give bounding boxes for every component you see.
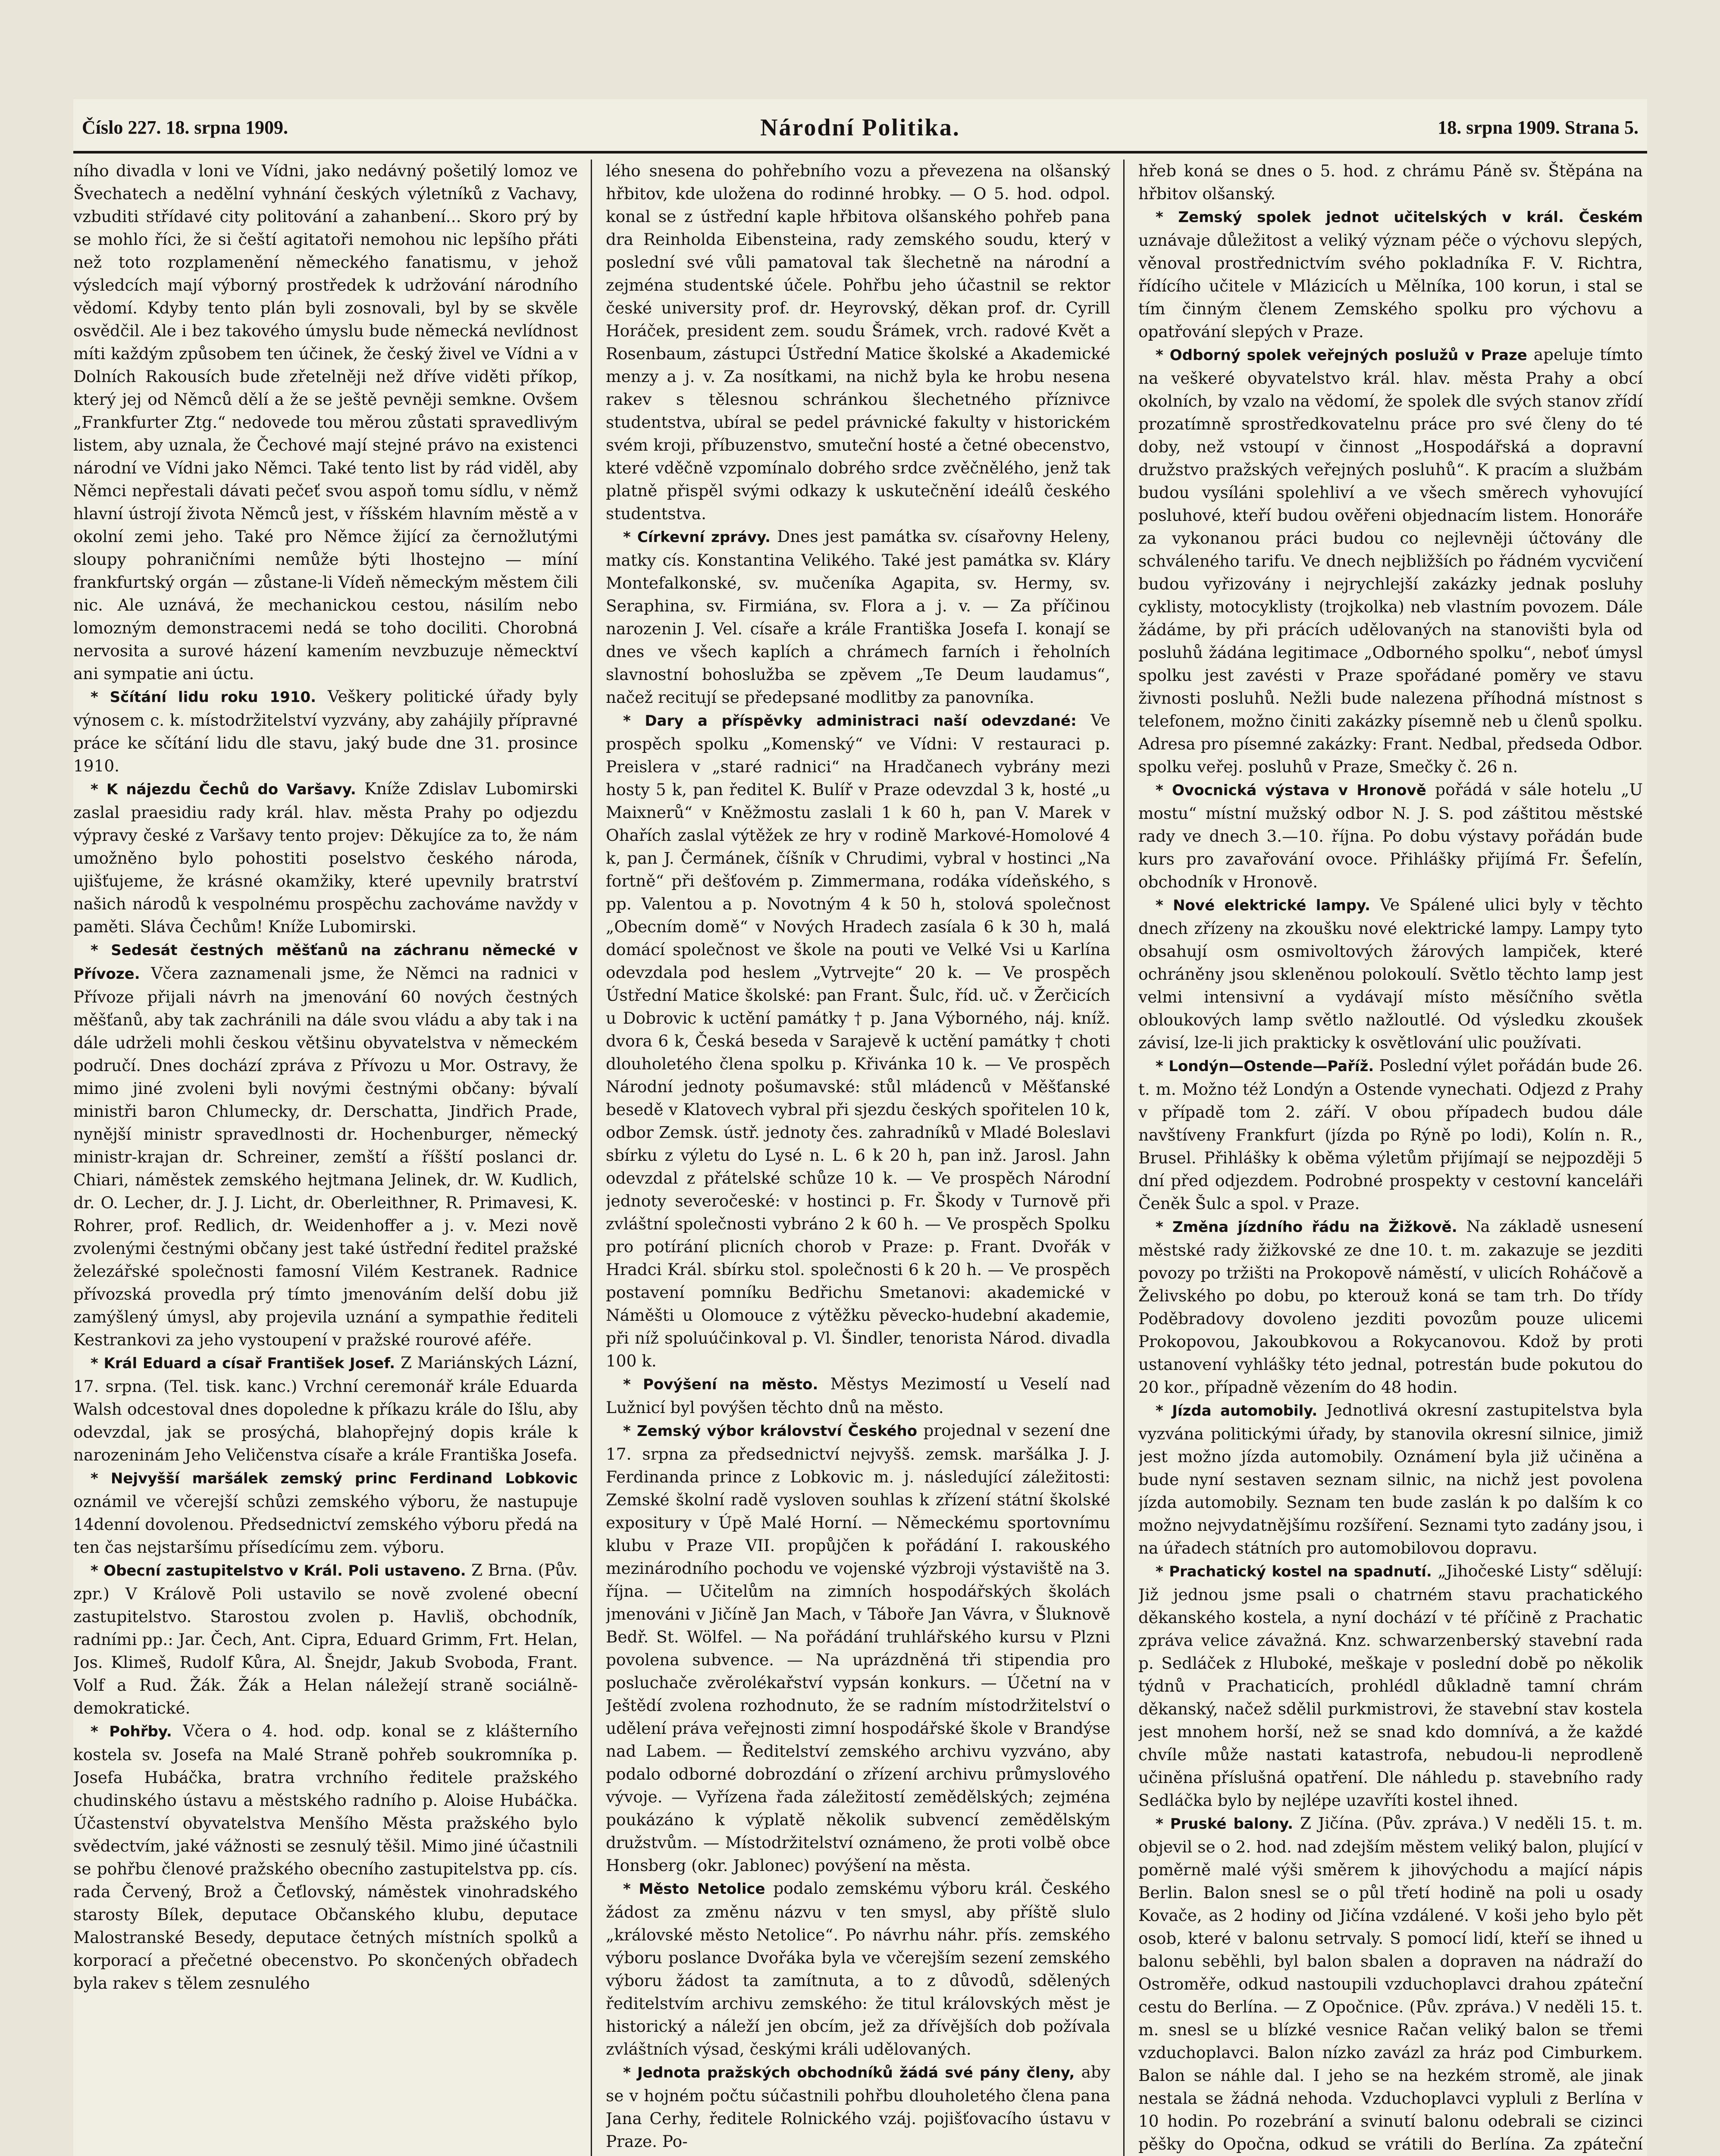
article-heading: * Londýn—Ostende—Paříž. bbox=[1156, 1058, 1374, 1075]
article bbox=[73, 1351, 578, 1467]
page-date-number: 18. srpna 1909. Strana 5. bbox=[1438, 117, 1639, 138]
article-body: uznávaje důležitost a veliký význam péče o výchovu slepých, věnoval prostřednictvím svého pokladníka F. V. Richtra, řídícího učitele v Mlázicích u Mělníka, 100 korun, i stal se tím činným členem Zemského spolku pro výchovu a opatřování slepých v Praze. bbox=[1138, 231, 1643, 341]
article-body: lého snesena do pohřebního vozu a převezena na olšanský hřbitov, kde uložena do rodinné hrobky. — O 5. hod. odpol. konal se z ústřední kaple hřbitova olšanského pohřeb pana dra Reinholda Eibensteina, rady zemského soudu, který v poslední své vůli pamatoval tak šlechetně na národní a zejména studentské účele. Pohřbu jeho účastnil se rektor české university prof. dr. Heyrovský, děkan prof. dr. Cyrill Horáček, president zem. soudu Šrámek, vrch. radové Květ a Rosenbaum, zástupci Ústřední Matice školské a Akademické menzy a j. v. Za nosítkami, na nichž byla ke hrobu nesena rakev s tělesnou schránkou šlechetného příznivce studentstva, ubíral se pedel právnické fakulty v historickém svém kroji, příbuzenstvo, smuteční hosté a četné obecenstvo, které vděčně vzpomínalo dobrého srdce zvěčnělého, jenž tak platně přispěl svými odkazy k uskutečnění ideálů českého studentstva. bbox=[606, 161, 1110, 523]
article-body: Městys Mezimostí u Veselí nad Lužnicí byl povýšen těchto dnů na město. bbox=[606, 1374, 1110, 1417]
article-heading: * Změna jízdního řádu na Žižkově. bbox=[1156, 1219, 1457, 1236]
article bbox=[73, 685, 578, 777]
header-rule bbox=[73, 151, 1647, 154]
text-column-2 bbox=[606, 160, 1110, 2156]
article-heading: * Pruské balony. bbox=[1156, 1815, 1294, 1833]
text-column-1 bbox=[73, 160, 578, 2156]
article-body: Ve Spálené ulici byly v těchto dnech zřízeny na zkoušku nové elektrické lampy. Lampy tyto obsahují osm osmivoltových žárových lampiček, které ochráněny jsou skleněnou polokoulí. Světlo těchto lamp jest velmi intensivní a vydávají místo měsíčního světla obloukových lamp světlo nažloutlé. Od výsledku zkoušek závisí, lze-li jich prakticky k osvětlování ulic používati. bbox=[1138, 895, 1643, 1052]
column-rule bbox=[591, 160, 592, 2156]
article-body: aby se v hojném počtu súčastnili pohřbu dlouholetého člena pana Jana Cerhy, ředitele Rolnického vzáj. pojišťovacího ústavu v Praze. Po- bbox=[606, 2062, 1110, 2151]
article-body: ního divadla v loni ve Vídni, jako nedávný pošetilý lomoz ve Švechatech a nedělní vyhnání českých výletníků z Vachavy, vzbuditi střídavé city politování a zahanbení... Skoro prý by se mohlo říci, že si čeští agitatoři nemohou nic lepšího přáti než toto rozplamenění německého fanatismu, v jehož výsledcích mají výborný prostředek k udržování národního vědomí. Kdyby tento plán byli zosnovali, byl by se skvěle osvědčil. Ale i bez takového úmyslu bude německá nevlídnost míti každým způsobem ten účinek, že český živel ve Vídni a v Dolních Rakousích bude zřetelněji než dříve viděti příkop, který jej od Němců dělí a že se ještě pevněji semkne. Ovšem „Frankfurter Ztg.“ nedovede tou měrou zůstati spravedlivým listem, aby uznala, že Čechové mají stejné právo na existenci národní ve Vídni jako Němci. Také tento list by rád viděl, aby Němci nepřestali dávati pečeť svou aspoň tomu sídlu, v němž hlavní ústrojí života Němců jest, v říšském hlavním městě a v okolní zemi jeho. Také pro Němce žijící za černožlutými sloupy pohraničními nemůže býti lhostejno — míní frankfurtský orgán — zůstane-li Vídeň německým městem čili nic. Ale uznává, že mechanickou cestou, násilím nebo lomozným demonstracemi nedá se toho dociliti. Chorobná nervosita a surové házení kamením nevzbuzuje německtví ani sympatie ani úctu. bbox=[73, 161, 578, 683]
article bbox=[73, 1559, 578, 1720]
article-heading: * Pohřby. bbox=[91, 1723, 172, 1740]
article bbox=[1138, 205, 1643, 343]
article bbox=[73, 160, 578, 685]
newspaper-title: Národní Politika. bbox=[760, 114, 960, 141]
article bbox=[73, 938, 578, 1351]
article-body: oznámil ve včerejší schůzi zemského výboru, že nastupuje 14denní dovolenou. Předsednictví zemského výboru předá na ten čas nejstaršímu přísedícímu zem. výboru. bbox=[73, 1492, 578, 1557]
article bbox=[606, 2061, 1110, 2153]
article-heading: * Dary a příspěvky administraci naší odevzdané: bbox=[623, 712, 1077, 730]
article-heading: * Nejvyšší maršálek zemský princ Ferdinand Lobkovic bbox=[91, 1470, 578, 1487]
article-heading: * Povýšení na město. bbox=[623, 1376, 818, 1393]
article bbox=[73, 777, 578, 938]
article-heading: * Obecní zastupitelstvo v Král. Poli ustaveno. bbox=[91, 1562, 466, 1579]
article-heading: * Nové elektrické lampy. bbox=[1156, 897, 1371, 914]
article-body: „Jihočeské Listy“ sdělují: Již jednou jsme psali o chatrném stavu prachatického děkanského kostela, a nyní dochází v té příčině z Prachatic zpráva velice závažná. Knz. schwarzenberský stavební rada p. Sedláček z Hluboké, meškaje v poslední době po několik týdnů v Prachaticích, prohlédl důkladně tamní chrám děkanský, načež sdělil purkmistrovi, že stavební stav kostela jest mnohem horší, než se snad kdo domnívá, a že každé chvíle může nastati katastrofa, nebudou-li neprodleně učiněna příslušná opatření. Dle náhledu p. stavebního rady Sedláčka bylo by nejlépe uzavříti kostel ihned. bbox=[1138, 1561, 1643, 1810]
article-heading: * Zemský spolek jednot učitelských v král. Českém bbox=[1156, 209, 1643, 226]
article-body: Veškery politické úřady byly výnosem c. k. místodržitelství vyzvány, aby zahájily přípravné práce ke sčítání lidu dle stavu, jaký bude dne 31. prosince 1910. bbox=[73, 687, 578, 775]
article bbox=[1138, 1399, 1643, 1560]
article-heading: * Král Eduard a císař František Josef. bbox=[91, 1355, 395, 1372]
article bbox=[1138, 160, 1643, 205]
article bbox=[1138, 1812, 1643, 2156]
article bbox=[1138, 778, 1643, 893]
article-body: Z Brna. (Pův. zpr.) V Králově Poli ustavilo se nově zvolené obecní zastupitelstvo. Starostou zvolen p. Havliš, obchodník, radními pp.: Jar. Čech, Ant. Cipra, Eduard Grimm, Frt. Helan, Jos. Klimeš, Rudolf Kůra, Al. Šnejdr, Jakub Svoboda, Frant. Volf a Rud. Žák. Žák a Helan náležejí straně sociálně-demokratické. bbox=[73, 1561, 578, 1717]
article-body: Včera zaznamenali jsme, že Němci na radnici v Přívoze přijali návrh na jmenování 60 nových čestných měšťanů, aby tak zachránili na dále svou vládu a aby tak i na dále udrželi mohli českou většinu obyvatelstva v německém područí. Dnes dochází zpráva z Přívozu u Mor. Ostravy, že mimo jiné zvoleni byli novými čestnými občany: bývalí ministři baron Chlumecky, dr. Derschatta, Jindřich Prade, nynější ministr spravedlnosti dr. Hochenburger, německý ministr-krajan dr. Schreiner, zemští a říšští poslanci dr. Chiari, náměstek zemského hejtmana Jelinek, dr. W. Kudlich, dr. O. Lecher, dr. J. J. Licht, dr. Oberleithner, R. Primavesi, K. Rohrer, prof. Redlich, dr. Weidenhoffer a j. v. Mezi nově zvolenými čestnými občany jest také ústřední ředitel pražské železářské společnosti famosní Vilém Kestranek. Radnice přívozská provedla prý tímto jmenováním delší dobu již zamýšlený úmysl, aby projevila uznání a sympathie řediteli Kestrankovi za jeho vystoupení v pražské rourové aféře. bbox=[73, 964, 578, 1349]
article-body: Poslední výlet pořádán bude 26. t. m. Možno též Londýn a Ostende vynechati. Odjezd z Prahy v případě tom 2. září. V obou případech budou dále navštíveny Frankfurt (jízda po Rýně po lodi), Kolín n. R., Brusel. Přihlášky k oběma výletům přijímají se nejpozději 5 dní před odjezdem. Podrobné prospekty v cestovní kanceláři Čeněk Šulc a spol. v Praze. bbox=[1138, 1056, 1643, 1213]
article bbox=[606, 525, 1110, 709]
article-heading: * Ovocnická výstava v Hronově bbox=[1156, 782, 1426, 799]
article bbox=[1138, 343, 1643, 778]
article-body: hřeb koná se dnes o 5. hod. z chrámu Páně sv. Štěpána na hřbitov olšanský. bbox=[1138, 161, 1643, 203]
article bbox=[1138, 893, 1643, 1054]
article-body: Z Mariánských Lázní, 17. srpna. (Tel. tisk. kanc.) Vrchní ceremonář krále Eduarda Walsh odcestoval dnes dopoledne k příkazu krále do Išlu, aby odevzdal, jak se prosýchá, blahopřejný dopis krále k narozeninám Jeho Veličenstva císaře a krále Františka Josefa. bbox=[73, 1353, 578, 1464]
text-column-3 bbox=[1138, 160, 1643, 2156]
article-heading: * K nájezdu Čechů do Varšavy. bbox=[91, 781, 356, 798]
article-body: projednal v sezení dne 17. srpna za předsednictví nejvyšš. zemsk. maršálka J. J. Ferdinanda prince z Lobkovic m. j. následující záležitosti: Zemské školní radě vysloven souhlas k zřízení státní školské expositury v Úpě Malé Horní. — Německému sportovnímu klubu v Praze VII. propůjčen k pořádání I. rakouského mezinárodního pochodu ve vojenské výzbroji výstaviště na 3. října. — Učitelům na zimních hospodářských školách jmenováni v Jičíně Jan Mach, v Táboře Jan Vávra, v Šluknově Bedř. St. Wölfel. — Na pořádání truhlářského kursu v Plzni povolena subvence. — Na uprázdněná tři stipendia pro posluchače zvěrolékařství vypsán konkurs. — Účetní na v Ještědí zvolena rozhodnuto, že se radním místodržitelství o udělení práva veřejnosti zimní hospodářské škole v Brandýse nad Labem. — Ředitelství zemského archivu vyzváno, aby podalo odborné dobrozdání o zřízení archivu průmyslového vývoje. — Vyřízena řada záležitostí zemědělských; zejména poukázáno k výplatě několik subvencí zemědělským družstvům. — Místodržitelství oznámeno, že proti volbě obce Honsberg (okr. Jablonec) povýšení na města. bbox=[606, 1421, 1110, 1875]
article-heading: * Město Netolice bbox=[623, 1880, 765, 1898]
article bbox=[606, 160, 1110, 525]
issue-number-date: Číslo 227. 18. srpna 1909. bbox=[82, 117, 288, 138]
article bbox=[1138, 1215, 1643, 1399]
column-rule bbox=[1123, 160, 1125, 2156]
article-heading: * Prachatický kostel na spadnutí. bbox=[1156, 1563, 1432, 1580]
article bbox=[606, 1877, 1110, 2061]
article bbox=[1138, 1560, 1643, 1812]
article-body: podalo zemskému výboru král. Českého žádost za změnu názvu v ten smysl, aby příště slulo „královské město Netolice“. Po návrhu náhr. přís. zemského výboru poslance Dvořáka byla ve včerejším sezení zemského výboru žádost ta zamítnuta, a to z důvodů, sdělených ředitelstvím archivu zemského: že titul královských měst je historický a náleží jen obcím, jež za dřívějších dob požívala zvláštních výsad, českými králi udělovaných. bbox=[606, 1879, 1110, 2059]
article-body: Jednotlivá okresní zastupitelstva byla vyzvána politickými úřady, by stanovila okresní silnice, jimiž jest možno jízda automobily. Oznámení byla již učiněna a bude nyní sestaven seznam silnic, na nichž jest povolena jízda automobily. Seznam ten bude zaslán k po dalším k co možno nejvydatnějšímu rozšíření. Seznami tyto zadány jsou, i na úřadech státních pro automobilovou dopravu. bbox=[1138, 1401, 1643, 1557]
article-body: Z Jičína. (Pův. zpráva.) V neděli 15. t. m. objevil se o 2. hod. nad zdejším městem veliký balon, plující v poměrně malé výši směrem k jihovýchodu a mající nápis Berlin. Balon snesl se o půl třetí hodině na poli u osady Kovače, as 2 hodiny od Jičína vzdálené. V koši jeho bylo pět osob, které v balonu setrvaly. S pomocí lidí, kteří se ihned u balonu seběhli, byl balon sbalen a dopraven na nádraží do Ostroměře, odkud nastoupili vzduchoplavci drahou zpáteční cestu do Berlína. — Z Opočnice. (Pův. zpráva.) V neděli 15. t. m. snesl se u blízké vesnice Račan veliký balon se třemi vzduchoplavci. Balon nízko zavázl za hráz pod Cimburkem. Balon se náhle dal. I jeho se na hezkém stromě, ale jinak nestala se žádná nehoda. Vzduchoplavci vypluli z Berlína v 10 hodin. Po rozebrání a svinutí balonu odebrali se cizinci pěšky do Opočna, odkud se vrátili do Berlína. Za zpáteční bbox=[1138, 1814, 1643, 2153]
article bbox=[1138, 1054, 1643, 1215]
article-body: apeluje tímto na veškeré obyvatelstvo král. hlav. města Prahy a obcí okolních, by vzalo na vědomí, že spolek dle svých stanov zřídí prozatímně sprostředkovatelnu práce pro své členy do té doby, než vstoupí v činnost „Hospodářská a dopravní družstvo pražských veřejných posluhů“. K pracím a službám budou vysíláni spolehliví a ve všech směrech vyhovující posluhové, kteří budou ověřeni objednacím listem. Honoráře za vykonanou práci budou co nejlevněji účtovány dle schváleného tarifu. Ve dnech nejbližších po řádném vycvičení budou vyřizovány i nejrychlejší zakázky jednak posluhy cyklisty, motocyklisty (trojkolka) neb vlastním povozem. Dále žádáme, by při prácích udělovaných na stanovišti byla od posluhů žádána legitimace „Odborného spolku“, neboť úmysl spolku jest zavésti v Praze spořádané poměry ve stavu živnosti posluhů. Nežli bude nalezena příhodná místnost s telefonem, možno činiti zakázky písemně neb u členů spolku. Adresa pro písemné zakázky: Frant. Nedbal, předseda Odbor. spolku veřej. posluhů v Praze, Smečky č. 26 n. bbox=[1138, 345, 1643, 776]
article-heading: * Sedesát čestných měšťanů na záchranu německé v Přívoze. bbox=[73, 942, 578, 983]
article-heading: * Jednota pražských obchodníků žádá své pány členy, bbox=[623, 2064, 1075, 2081]
article-heading: * Církevní zprávy. bbox=[623, 529, 771, 546]
article-body: Na základě usnesení městské rady žižkovské ze dne 10. t. m. zakazuje se jezditi povozy po tržišti na Prokopově náměstí, v ulicích Roháčově a Želivského po dobu, po kterouž koná se tam trh. Do třídy Poděbradovy dovoleno jezditi povozům pouze ulicemi Prokopovou, Jakoubkovou a Rokycanovou. Kdož by proti ustanovení vyhlášky této jednal, potrestán bude pokutou do 20 kor., případně vězením do 48 hodin. bbox=[1138, 1217, 1643, 1397]
article bbox=[606, 1419, 1110, 1877]
article-heading: * Jízda automobily. bbox=[1156, 1402, 1318, 1420]
article-body: Kníže Zdislav Lubomirski zaslal praesidiu rady král. hlav. města Prahy po odjezdu výpravy české z Varšavy tento projev: Děkujíce za to, že nám umožněno bylo pohostiti poselstvo českého národa, ujišťujeme, že krásné okamžiky, které upevnily bratrství našich národů k vespolnému prospěchu zachováme navždy v paměti. Sláva Čechům! Kníže Lubomirski. bbox=[73, 779, 578, 936]
article-body: Dnes jest památka sv. císařovny Heleny, matky cís. Konstantina Velikého. Také jest památka sv. Kláry Montefalkonské, sv. mučeníka Agapita, sv. Hermy, sv. Seraphina, sv. Firmiána, sv. Flora a j. v. — Za příčinou narozenin J. Vel. císaře a krále Františka Josefa I. konají se dnes ve všech kaplích a chrámech farních i řeholních slavnostní bohoslužba se zpěvem „Te Deum laudamus“, načež recitují se předepsané modlitby za panovníka. bbox=[606, 527, 1110, 707]
article bbox=[73, 1720, 578, 1995]
article-body: Ve prospěch spolku „Komenský“ ve Vídni: V restauraci p. Preislera v „staré radnici“ na Hradčanech vybrány mezi hosty 5 k, pan ředitel K. Bulíř v Praze odevzdal 3 k, hosté „u Maixnerů“ v Kněžmostu zaslali 1 k 60 h, pan V. Marek v Ohařích zaslal výtěžek ze hry v rodině Markové-Homolové 4 k, pan J. Čermánek, číšník v Chrudimi, vybral v hostinci „Na fortně“ při dešťovém p. Zimmermana, rodáka vídeňského, s pp. Valentou a p. Novotným 4 k 50 h, stolová společnost „Obecním domě“ v Nových Hradech zasíala 6 k 30 h, malá domácí společnost ve škole na pouti ve Velké Vsi u Karlína odevzdala pod heslem „Vytrvejte“ 20 k. — Ve prospěch Ústřední Matice školské: pan Frant. Šulc, říd. uč. v Žerčicích u Dobrovic k uctění památky † p. Jana Výborného, náj. kníž. dvora 6 k, Česká beseda v Sarajevě k uctění památky † choti dlouholetého člena spolku p. Křivánka 10 k. — Ve prospěch Národní jednoty pošumavské: stůl mládenců v Měšťanské besedě v Klatovech vybral při sjezdu českých spořitelen 10 k, odbor Zemsk. ústř. jednoty čes. zahradníků v Mladé Boleslavi sbírku z výletu do Lysé n. L. 6 k 20 h, pan inž. Jarosl. Jahn odevzdal z přátelské schůze 10 k. — Ve prospěch Národní jednoty severočeské: v hostinci p. Fr. Škody v Turnově při zvláštní společnosti vybráno 2 k 60 h. — Ve prospěch Spolku pro potírání plicních chorob v Praze: p. Frant. Dvořák v Hradci Král. sbírku stol. společnosti 6 k 20 h. — Ve prospěch postavení pomníku Bedřichu Smetanovi: akademické v Náměšti u Olomouce z výtěžku pěvecko-hudební akademie, při níž spoluúčinkoval p. Vl. Šindler, tenorista Národ. divadla 100 k. bbox=[606, 711, 1110, 1370]
article bbox=[606, 1373, 1110, 1419]
newspaper-page bbox=[73, 99, 1647, 2156]
article bbox=[606, 709, 1110, 1373]
article bbox=[73, 1467, 578, 1559]
article-heading: * Zemský výbor království Českého bbox=[623, 1423, 918, 1440]
article-heading: * Odborný spolek veřejných poslužů v Praze bbox=[1156, 347, 1527, 364]
article-body: pořádá v sále hotelu „U mostu“ místní mužský odbor N. J. S. pod záštitou městské rady ve dnech 3.—10. října. Po dobu výstavy pořádán bude kurs pro zavařování ovoce. Přihlášky přijímá Fr. Šefelín, obchodník v Hronově. bbox=[1138, 780, 1643, 891]
article-heading: * Sčítání lidu roku 1910. bbox=[91, 689, 316, 706]
article-body: Včera o 4. hod. odp. konal se z klášterního kostela sv. Josefa na Malé Straně pohřeb soukromníka p. Josefa Hubáčka, bratra vrchního ředitele pražského chudinského ústavu a městského radního p. Aloise Hubáčka. Účastenství obyvatelstva Menšího Města pražského bylo svědectvím, jaké vážnosti se zesnulý těšil. Mimo jiné účastnili se pohřbu členové pražského obecního zastupitelstva pp. cís. rada Červený, Brož a Čeťlovský, náměstek vinohradského starosty Bílek, deputace Občanského klubu, deputace Malostranské Besedy, deputace četných místních spolků a korporací a přečetné obecenstvo. Po skončených obřadech byla rakev s tělem zesnulého bbox=[73, 1721, 578, 1993]
masthead bbox=[73, 116, 1647, 151]
